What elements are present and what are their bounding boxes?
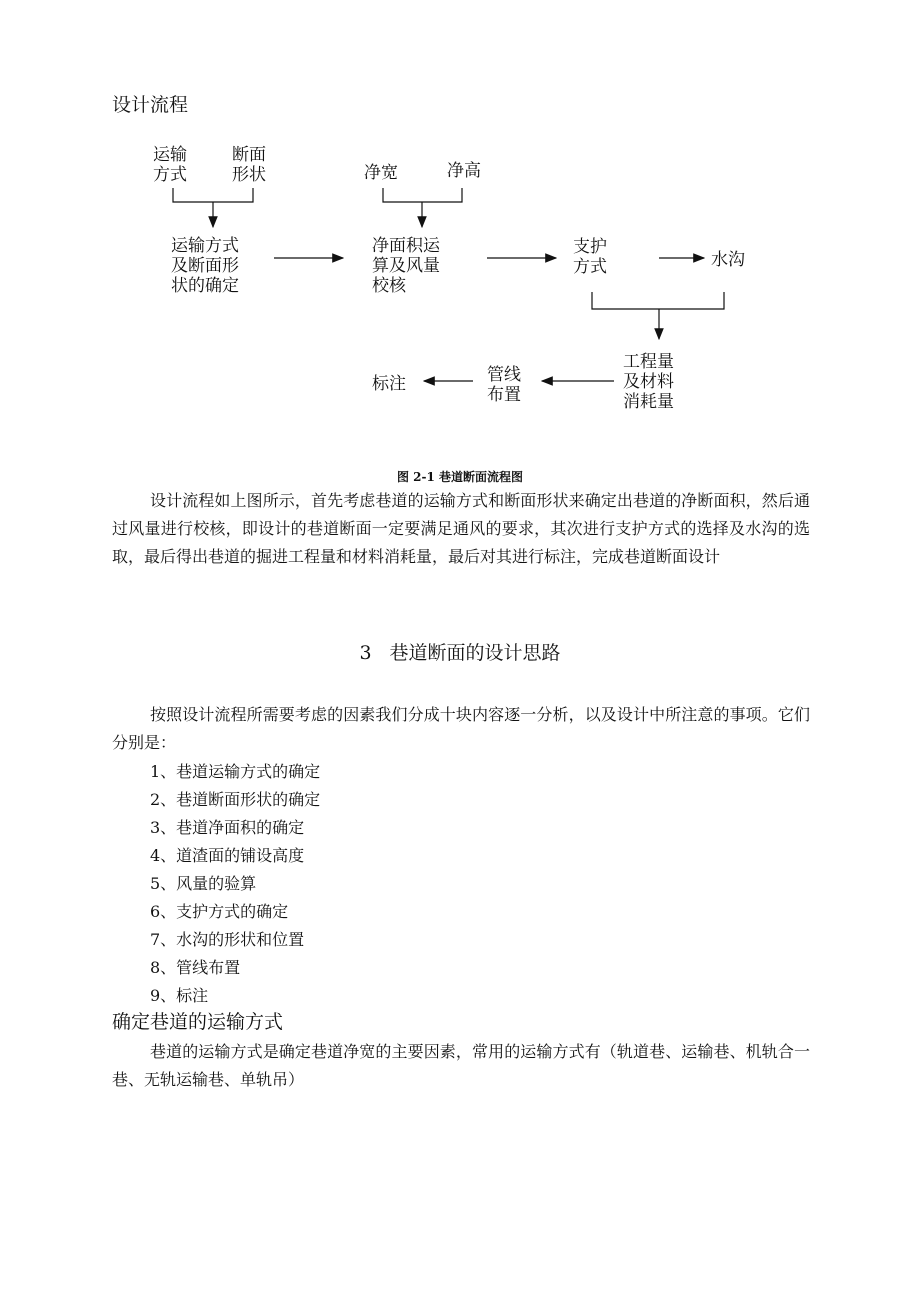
node-drain: 水沟 (711, 250, 745, 270)
node-pipeline-layout: 管线 布置 (487, 365, 521, 405)
bracket-top-left (173, 188, 253, 202)
node-area-ventilation-check: 净面积运 算及风量 校核 (372, 236, 440, 296)
node-section-shape: 断面 形状 (232, 145, 266, 185)
node-support-mode: 支护 方式 (573, 237, 607, 277)
bracket-support-drain (592, 292, 724, 309)
subsection-heading: 确定巷道的运输方式 (112, 1011, 284, 1033)
section-heading: 设计流程 (112, 94, 189, 116)
figure-caption: 图 2-1 巷道断面流程图 (396, 470, 524, 484)
node-clear-height: 净高 (447, 161, 481, 181)
bracket-top-right (383, 188, 462, 202)
list-item: 8、管线布置 (150, 958, 241, 977)
list-item: 3、巷道净面积的确定 (150, 818, 305, 837)
subsection-paragraph: 巷道的运输方式是确定巷道净宽的主要因素，常用的运输方式有（轨道巷、运输巷、机轨合一巷、无轨运输巷、单轨吊） (112, 1042, 810, 1089)
list-item: 7、水沟的形状和位置 (150, 930, 305, 949)
section-3-title (0, 638, 920, 665)
section-3-intro: 按照设计流程所需要考虑的因素我们分成十块内容逐一分析，以及设计中所注意的事项。它们分别是： (112, 705, 810, 752)
node-quantities-materials: 工程量 及材料 消耗量 (623, 352, 674, 412)
design-items-list (150, 758, 320, 1010)
list-item: 1、巷道运输方式的确定 (150, 762, 321, 781)
list-item: 9、标注 (150, 986, 209, 1005)
node-clear-width: 净宽 (364, 163, 398, 183)
section-3-title-text: 巷道断面的设计思路 (389, 642, 561, 664)
node-determine-transport-shape: 运输方式 及断面形 状的确定 (171, 236, 239, 296)
list-item: 4、道渣面的铺设高度 (150, 846, 305, 865)
list-item: 2、巷道断面形状的确定 (150, 790, 321, 809)
list-item: 6、支护方式的确定 (150, 902, 289, 921)
flowchart-connectors (0, 0, 920, 460)
node-marking: 标注 (372, 374, 406, 394)
section-3-number: 3 (359, 642, 372, 664)
node-transport-mode: 运输 方式 (153, 145, 187, 185)
list-item: 5、风量的验算 (150, 874, 257, 893)
intro-paragraph: 设计流程如上图所示，首先考虑巷道的运输方式和断面形状来确定出巷道的净断面积，然后通过风量进行校核，即设计的巷道断面一定要满足通风的要求，其次进行支护方式的选择及水沟的选取，最后得出巷道的掘进工程量和材料消耗量，最后对其进行标注，完成巷道断面设计 (112, 491, 810, 566)
